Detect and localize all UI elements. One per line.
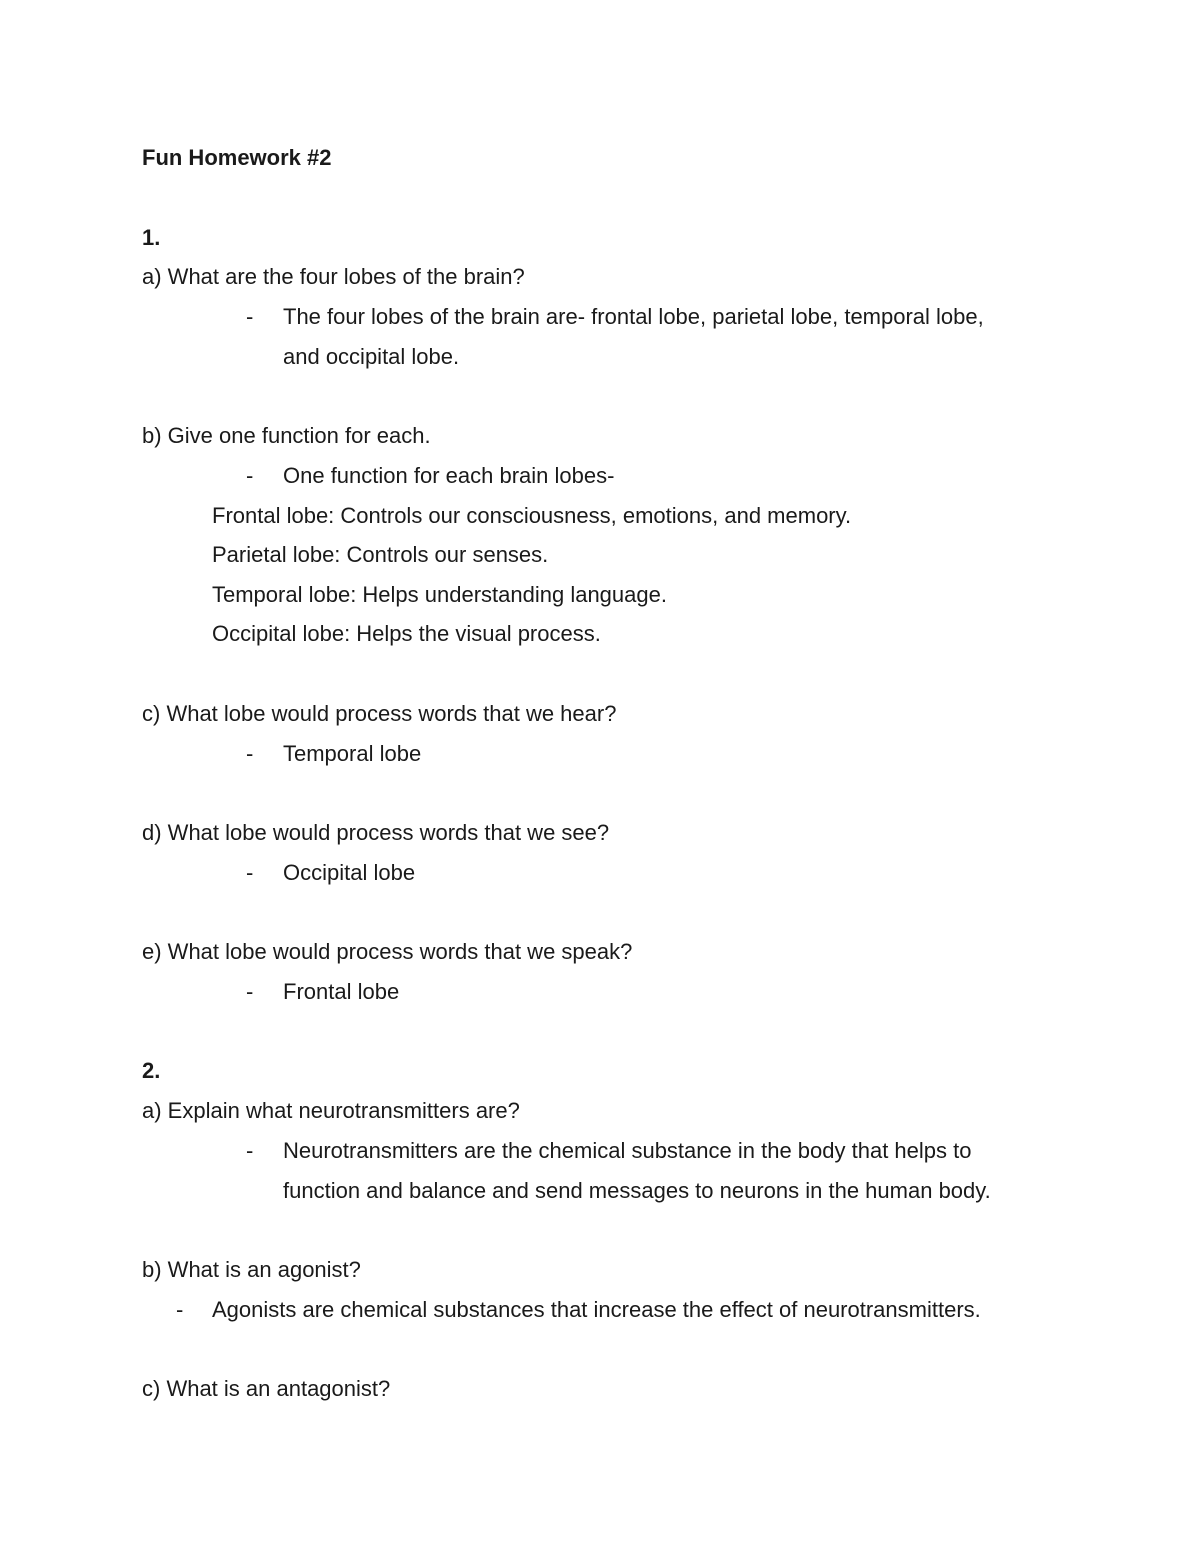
document-title: Fun Homework #2 <box>142 145 332 170</box>
question: b) Give one function for each. <box>142 423 431 448</box>
answer-line: Frontal lobe <box>283 979 400 1004</box>
answer-line: function and balance and send messages to neurons in the human body. <box>283 1178 991 1203</box>
bullet-dash: - <box>246 860 254 885</box>
lobe-function: Frontal lobe: Controls our consciousness, emotions, and memory. <box>212 503 852 528</box>
answer-line: and occipital lobe. <box>283 344 460 369</box>
question: a) Explain what neurotransmitters are? <box>142 1098 520 1123</box>
answer-line: One function for each brain lobes- <box>283 463 615 488</box>
bullet-dash: - <box>246 979 254 1004</box>
question: e) What lobe would process words that we speak? <box>142 939 633 964</box>
answer-line: Agonists are chemical substances that increase the effect of neurotransmitters. <box>212 1297 981 1322</box>
question: b) What is an agonist? <box>142 1257 361 1282</box>
section-number: 1. <box>142 225 161 250</box>
answer-line: Neurotransmitters are the chemical substance in the body that helps to <box>283 1138 972 1163</box>
answer-line: The four lobes of the brain are- frontal lobe, parietal lobe, temporal lobe, <box>283 304 984 329</box>
lobe-function: Temporal lobe: Helps understanding language. <box>212 582 667 607</box>
answer-line: Occipital lobe <box>283 860 416 885</box>
bullet-dash: - <box>176 1297 184 1322</box>
answer-line: Temporal lobe <box>283 741 422 766</box>
question: d) What lobe would process words that we see? <box>142 820 610 845</box>
section-number: 2. <box>142 1058 161 1083</box>
bullet-dash: - <box>246 463 254 488</box>
question: c) What is an antagonist? <box>142 1376 391 1401</box>
lobe-function: Occipital lobe: Helps the visual process. <box>212 621 601 646</box>
question: c) What lobe would process words that we hear? <box>142 701 617 726</box>
lobe-function: Parietal lobe: Controls our senses. <box>212 542 549 567</box>
bullet-dash: - <box>246 304 254 329</box>
question: a) What are the four lobes of the brain? <box>142 264 525 289</box>
bullet-dash: - <box>246 741 254 766</box>
bullet-dash: - <box>246 1138 254 1163</box>
